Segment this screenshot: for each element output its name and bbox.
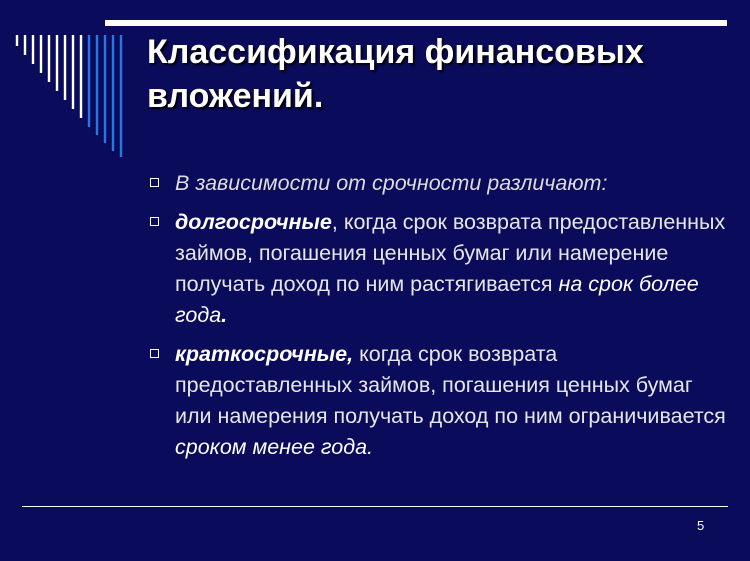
hollow-square-bullet-icon — [150, 217, 159, 226]
top-divider — [105, 20, 727, 26]
bullet-end: . — [221, 303, 228, 327]
bullet-text: , когда срок возврата предоставленных займов, погашения ценных бумаг или намерение получать доход по ним растягивается — [175, 210, 726, 296]
emphasis-text: на срок более года — [175, 272, 699, 327]
bullet-lead-text: В зависимости от срочности различают: — [175, 171, 608, 195]
bullet-list — [147, 168, 727, 471]
slide-title: Классификация финансовых вложений. — [147, 33, 644, 115]
term-short-term: краткосрочные, — [175, 342, 354, 366]
hollow-square-bullet-icon — [150, 178, 159, 187]
bullet-item — [147, 339, 727, 463]
bullet-end: . — [367, 435, 374, 459]
bottom-divider — [22, 506, 728, 507]
bullet-item — [147, 168, 727, 199]
term-long-term: долгосрочные — [175, 210, 332, 234]
page-number: 5 — [697, 518, 705, 533]
hollow-square-bullet-icon — [150, 349, 159, 358]
bullet-item — [147, 207, 727, 331]
emphasis-text: сроком менее года — [175, 435, 368, 459]
bullet-text: когда срок возврата предоставленных займов, погашения ценных бумаг или намерения получать доход по ним ограничивается — [175, 342, 726, 428]
